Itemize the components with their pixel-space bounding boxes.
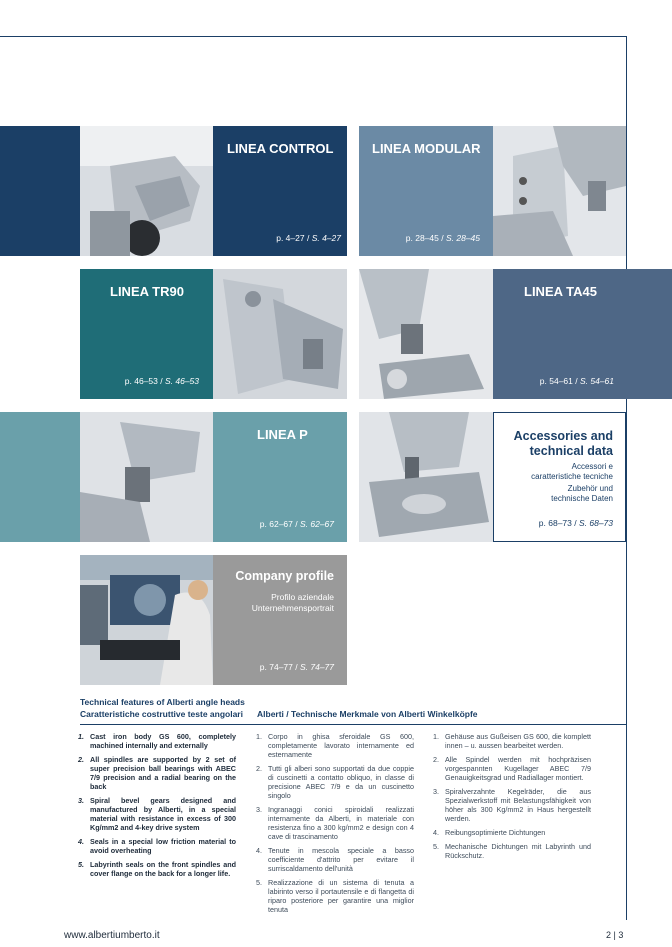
tile-linea-control[interactable] bbox=[213, 126, 347, 256]
tile-linea-p[interactable] bbox=[213, 412, 347, 542]
angle-head-photo-p bbox=[80, 412, 213, 542]
angle-head-photo-ta45 bbox=[359, 269, 493, 399]
tile-subtitle-de: Zubehör und technische Daten bbox=[551, 484, 613, 503]
feature-item: 3. Spiralverzahnte Kegelräder, die aus Spezialwerkstoff mit Belastungsfähigkeit von höher als 300 Kg/mm2 in Haus hergestellt werden. bbox=[433, 787, 591, 823]
angle-head-photo-modular bbox=[493, 126, 626, 256]
lightteal-side-block bbox=[0, 412, 80, 542]
feature-item: 1. Cast iron body GS 600, completely machined internally and externally bbox=[78, 732, 236, 750]
feature-item: 5. Labyrinth seals on the front spindles and cover flange on the back for a longer life. bbox=[78, 860, 236, 878]
feature-item: 4. Seals in a special low friction material to avoid overheating bbox=[78, 837, 236, 855]
tile-company-profile[interactable] bbox=[213, 555, 347, 685]
tile-linea-ta45[interactable] bbox=[493, 269, 672, 399]
tile-subtitle-it: Accessori e caratteristiche tecniche bbox=[531, 462, 613, 481]
footer-website-link[interactable]: www.albertiumberto.it bbox=[64, 930, 160, 941]
page-number: 2 | 3 bbox=[606, 930, 624, 940]
features-heading-it: Caratteristiche costruttive teste angolari bbox=[80, 709, 243, 719]
tile-title: LINEA MODULAR bbox=[372, 141, 481, 156]
tile-pages: p. 62–67 / S. 62–67 bbox=[259, 519, 334, 529]
tile-pages: p. 46–53 / S. 46–53 bbox=[124, 376, 199, 386]
feature-item: 2. Alle Spindel werden mit hochpräzisen vorgespannten Kugellager ABEC 7/9 Genauigkeitsgrad und Radiallager montiert. bbox=[433, 755, 591, 782]
tile-title: LINEA TA45 bbox=[524, 284, 597, 299]
feature-item: 3. Ingranaggi conici spiroidali realizzati internamente da Alberti, in materiale con resistenza fino a 300 kg/mm2 e design con 4 cave di trascinamento bbox=[256, 805, 414, 841]
top-rule bbox=[0, 36, 627, 37]
feature-item: 1. Corpo in ghisa sferoidale GS 600, completamente lavorato internamente ed esternamente bbox=[256, 732, 414, 759]
tile-subtitle: Profilo aziendale Unternehmensportrait bbox=[251, 592, 334, 613]
feature-item: 1. Gehäuse aus Gußeisen GS 600, die komplett innen – u. aussen bearbeitet werden. bbox=[433, 732, 591, 750]
features-heading-de: Alberti / Technische Merkmale von Alberti Winkelköpfe bbox=[257, 709, 478, 719]
features-rule bbox=[80, 724, 626, 725]
feature-item: 3. Spiral bevel gears designed and manufactured by Alberti, in a special material with resistance in excess of 300 Kg/mm2 and 4-key drive system bbox=[78, 796, 236, 832]
feature-item: 5. Mechanische Dichtungen mit Labyrinth und Rückschutz. bbox=[433, 842, 591, 860]
features-column-it bbox=[256, 732, 414, 919]
tile-pages: p. 54–61 / S. 54–61 bbox=[539, 376, 614, 386]
navy-side-block bbox=[0, 126, 80, 256]
tile-title: LINEA P bbox=[257, 427, 308, 442]
tile-linea-tr90[interactable] bbox=[80, 269, 213, 399]
right-rule bbox=[626, 36, 627, 920]
feature-item: 4. Tenute in mescola speciale a basso coefficiente d'attrito per evitare il surriscaldamento dell'unità bbox=[256, 846, 414, 873]
tile-linea-modular[interactable] bbox=[359, 126, 493, 256]
angle-head-photo-tr90 bbox=[213, 269, 347, 399]
feature-item: 2. All spindles are supported by 2 set of super precision ball bearings with ABEC 7/9 precision and a radial bearing on the back bbox=[78, 755, 236, 791]
feature-item: 4. Reibungsoptimierte Dichtungen bbox=[433, 828, 546, 837]
tile-title: Accessories and technical data bbox=[513, 429, 613, 458]
features-column-de bbox=[433, 732, 591, 865]
tile-pages: p. 74–77 / S. 74–77 bbox=[259, 662, 334, 672]
feature-item: 2. Tutti gli alberi sono supportati da due coppie di cuscinetti a contatto obliquo, in classe di precisione ABEC 7/9 e da un cuscinetto singolo bbox=[256, 764, 414, 800]
tile-title: LINEA CONTROL bbox=[227, 141, 334, 156]
features-heading-en: Technical features of Alberti angle heads bbox=[80, 697, 245, 707]
angle-head-photo-accessories bbox=[359, 412, 493, 542]
company-office-photo bbox=[80, 555, 213, 685]
tile-accessories[interactable] bbox=[493, 412, 626, 542]
features-column-en bbox=[78, 732, 236, 883]
tile-pages: p. 28–45 / S. 28–45 bbox=[405, 233, 480, 243]
tile-pages: p. 68–73 / S. 68–73 bbox=[538, 518, 613, 528]
tile-title: LINEA TR90 bbox=[110, 284, 184, 299]
feature-item: 5. Realizzazione di un sistema di tenuta a labirinto verso il portautensile e di flangetta di riparo posteriore per garantire una miglior tenuta bbox=[256, 878, 414, 914]
angle-head-photo-control bbox=[80, 126, 213, 256]
tile-title: Company profile bbox=[235, 569, 334, 583]
tile-pages: p. 4–27 / S. 4–27 bbox=[276, 233, 341, 243]
